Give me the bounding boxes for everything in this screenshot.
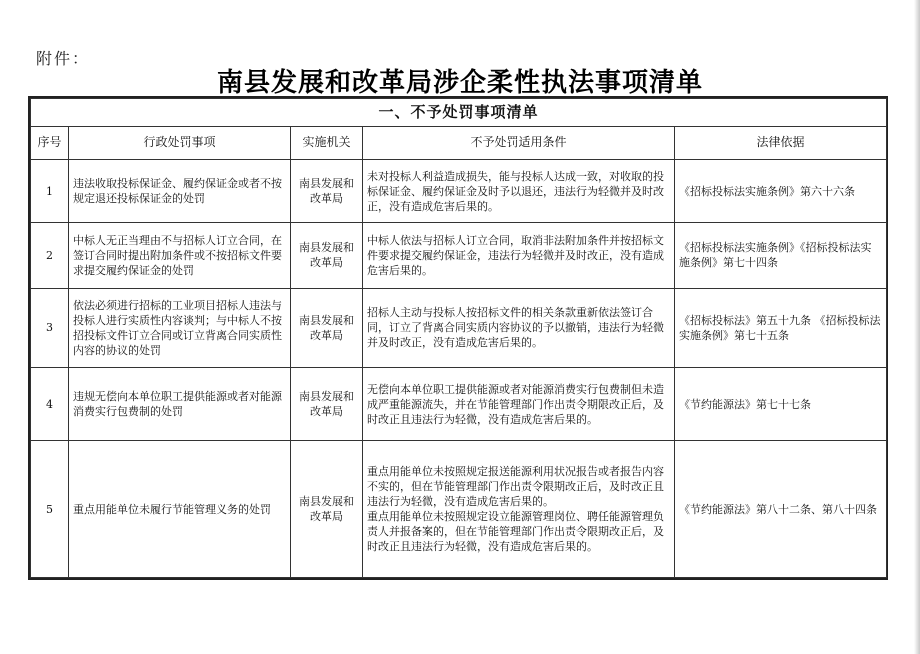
row-num: 1 xyxy=(31,160,69,223)
condition-text: 重点用能单位未按照规定设立能源管理岗位、聘任能源管理负责人并报备案的，但在节能管理部门作出责令限期改正后，及时改正且违法行为轻微，没有造成危害后果的。 xyxy=(367,510,664,554)
row-conditions xyxy=(363,160,675,223)
table-row xyxy=(31,223,887,288)
row-agency: 南县发展和改革局 xyxy=(291,160,363,223)
row-basis: 《招标投标法实施条例》第六十六条 xyxy=(675,160,887,223)
scan-edge-shadow xyxy=(914,0,920,654)
header-basis: 法律依据 xyxy=(675,126,887,160)
condition-text: 中标人依法与招标人订立合同，取消非法附加条件并按招标文件要求提交履约保证金，违法行为轻微并及时改正，没有造成危害后果的。 xyxy=(367,233,664,277)
document-title: 南县发展和改革局涉企柔性执法事项清单 xyxy=(216,68,703,98)
header-row xyxy=(31,126,887,160)
row-conditions xyxy=(363,368,675,441)
row-item: 重点用能单位未履行节能管理义务的处罚 xyxy=(69,441,291,578)
penalty-table xyxy=(28,96,888,580)
header-agency: 实施机关 xyxy=(291,126,363,160)
row-conditions xyxy=(363,441,675,578)
row-num: 4 xyxy=(31,368,69,441)
header-conditions: 不予处罚适用条件 xyxy=(363,126,675,160)
row-basis: 《招标投标法》第五十九条 《招标投标法实施条例》第七十五条 xyxy=(675,288,887,367)
row-num: 3 xyxy=(31,288,69,367)
row-item: 依法必须进行招标的工业项目招标人违法与投标人进行实质性内容谈判；与中标人不按招投标文件订立合同或订立背离合同实质性内容的协议的处罚 xyxy=(69,288,291,367)
condition-text: 无偿向本单位职工提供能源或者对能源消费实行包费制但未造成严重能源流失，并在节能管理部门作出责令期限改正后，及时改正且违法行为轻微，没有造成危害后果的。 xyxy=(367,382,664,426)
attachment-label: 附件： xyxy=(36,49,91,68)
condition-text: 未对投标人利益造成损失，能与投标人达成一致，对收取的投标保证金、履约保证金及时予以退还，违法行为轻微并及时改正，没有造成危害后果的。 xyxy=(367,169,664,213)
row-item: 中标人无正当理由不与招标人订立合同，在签订合同时提出附加条件或不按招标文件要求提交履约保证金的处罚 xyxy=(69,223,291,288)
header-num: 序号 xyxy=(31,126,69,160)
condition-text: 招标人主动与投标人按招标文件的相关条款重新依法签订合同，订立了背离合同实质内容协议的予以撤销，违法行为轻微并及时改正，没有造成危害后果的。 xyxy=(367,306,664,350)
header-item: 行政处罚事项 xyxy=(69,126,291,160)
row-conditions xyxy=(363,223,675,288)
row-agency: 南县发展和改革局 xyxy=(291,368,363,441)
row-item: 违规无偿向本单位职工提供能源或者对能源消费实行包费制的处罚 xyxy=(69,368,291,441)
row-basis: 《节约能源法》第八十二条、第八十四条 xyxy=(675,441,887,578)
condition-text: 重点用能单位未按照规定报送能源利用状况报告或者报告内容不实的，但在节能管理部门作出责令限期改正后，及时改正且违法行为轻微，没有造成危害后果的。 xyxy=(367,465,664,509)
table-row xyxy=(31,441,887,578)
row-agency: 南县发展和改革局 xyxy=(291,223,363,288)
row-basis: 《节约能源法》第七十七条 xyxy=(675,368,887,441)
section-row xyxy=(31,99,887,127)
table-row xyxy=(31,288,887,367)
row-basis: 《招标投标法实施条例》《招标投标法实施条例》第七十四条 xyxy=(675,223,887,288)
row-num: 5 xyxy=(31,441,69,578)
row-num: 2 xyxy=(31,223,69,288)
row-agency: 南县发展和改革局 xyxy=(291,441,363,578)
section-title: 一、不予处罚事项清单 xyxy=(31,99,887,127)
row-conditions xyxy=(363,288,675,367)
row-item: 违法收取投标保证金、履约保证金或者不按规定退还投标保证金的处罚 xyxy=(69,160,291,223)
table-row xyxy=(31,368,887,441)
row-agency: 南县发展和改革局 xyxy=(291,288,363,367)
table-row xyxy=(31,160,887,223)
